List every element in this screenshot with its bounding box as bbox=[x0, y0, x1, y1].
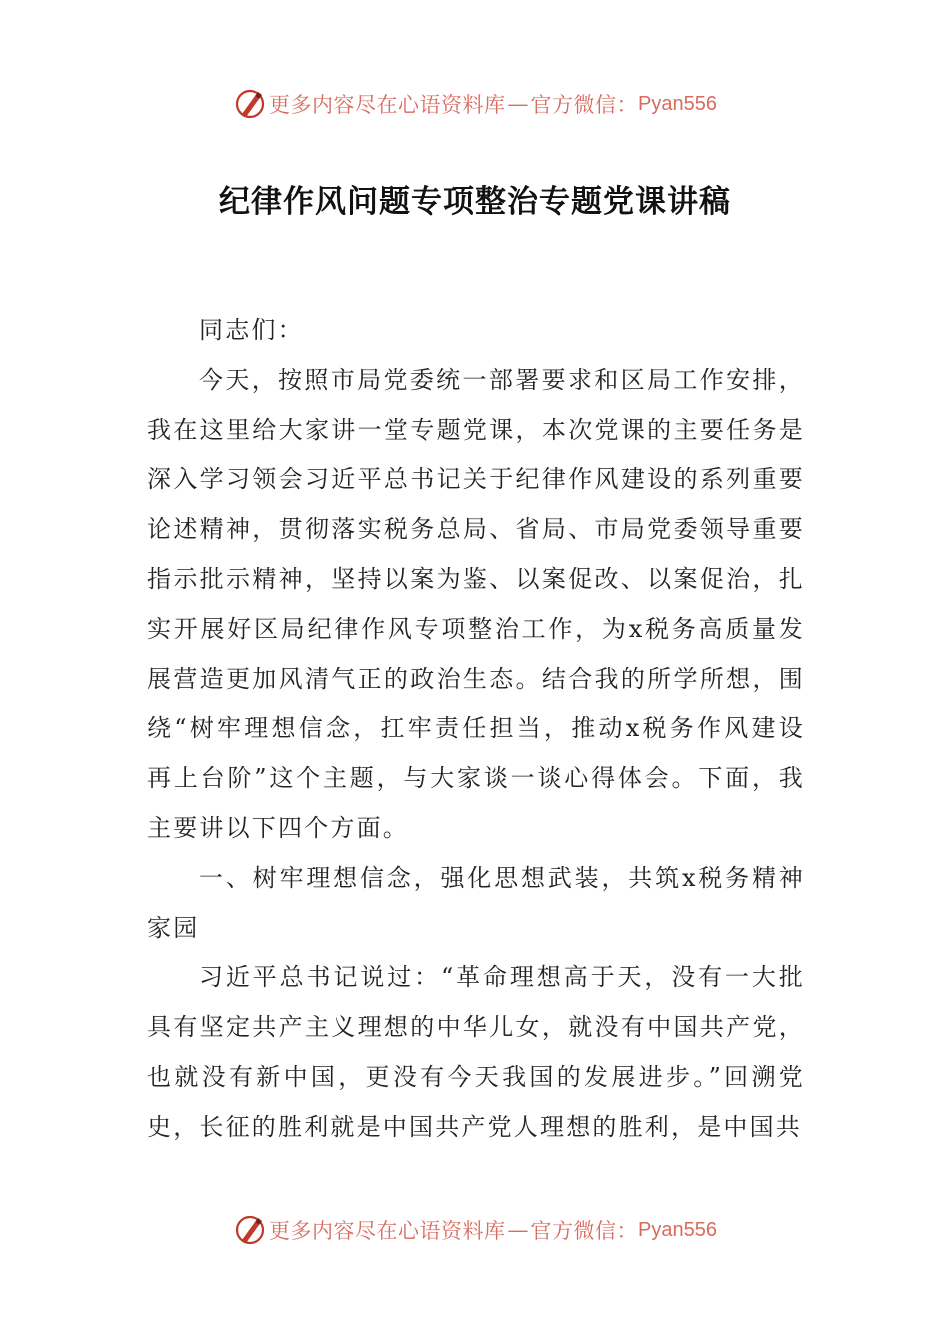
watermark-text: 更多内容尽在心语资料库 bbox=[269, 93, 506, 117]
document-body bbox=[147, 306, 805, 1153]
watermark-separator: — bbox=[507, 1218, 529, 1242]
greeting: 同志们： bbox=[199, 316, 304, 344]
page-title: 纪律作风问题专项整治专题党课讲稿 bbox=[219, 184, 731, 220]
pen-nib-circle-icon bbox=[233, 1213, 267, 1247]
pen-nib-circle-icon bbox=[233, 87, 267, 121]
watermark-label: 官方微信： bbox=[530, 93, 639, 117]
watermark-footer bbox=[0, 1210, 950, 1250]
watermark-separator: — bbox=[507, 92, 529, 116]
watermark-text: 更多内容尽在心语资料库 bbox=[269, 1219, 506, 1243]
paragraph: 今天，按照市局党委统一部署要求和区局工作安排，我在这里给大家讲一堂专题党课，本次党课的主要任务是深入学习领会习近平总书记关于纪律作风建设的系列重要论述精神，贯彻落实税务总局、省局、市局党委领导重要指示批示精神，坚持以案为鉴、以案促改、以案促治，扎实开展好区局纪律作风专项整治工作，为x税务高质量发展营造更加风清气正的政治生态。结合我的所学所想，围绕“树牢理想信念，扛牢责任担当，推动x税务作风建设再上台阶”这个主题，与大家谈一谈心得体会。下面，我主要讲以下四个方面。 bbox=[147, 365, 805, 842]
watermark-wechat-id: Pyan556 bbox=[638, 1218, 717, 1241]
watermark-label: 官方微信： bbox=[530, 1219, 639, 1243]
watermark-header bbox=[0, 84, 950, 124]
paragraph: 习近平总书记说过：“革命理想高于天，没有一大批具有坚定共产主义理想的中华儿女，就没有中国共产党，也就没有新中国，更没有今天我国的发展进步。”回溯党史，长征的胜利就是中国共产党人理想的胜利，是中国共 bbox=[147, 963, 805, 1141]
section-heading: 一、树牢理想信念，强化思想武装，共筑x税务精神家园 bbox=[147, 863, 805, 942]
watermark-wechat-id: Pyan556 bbox=[638, 92, 717, 115]
